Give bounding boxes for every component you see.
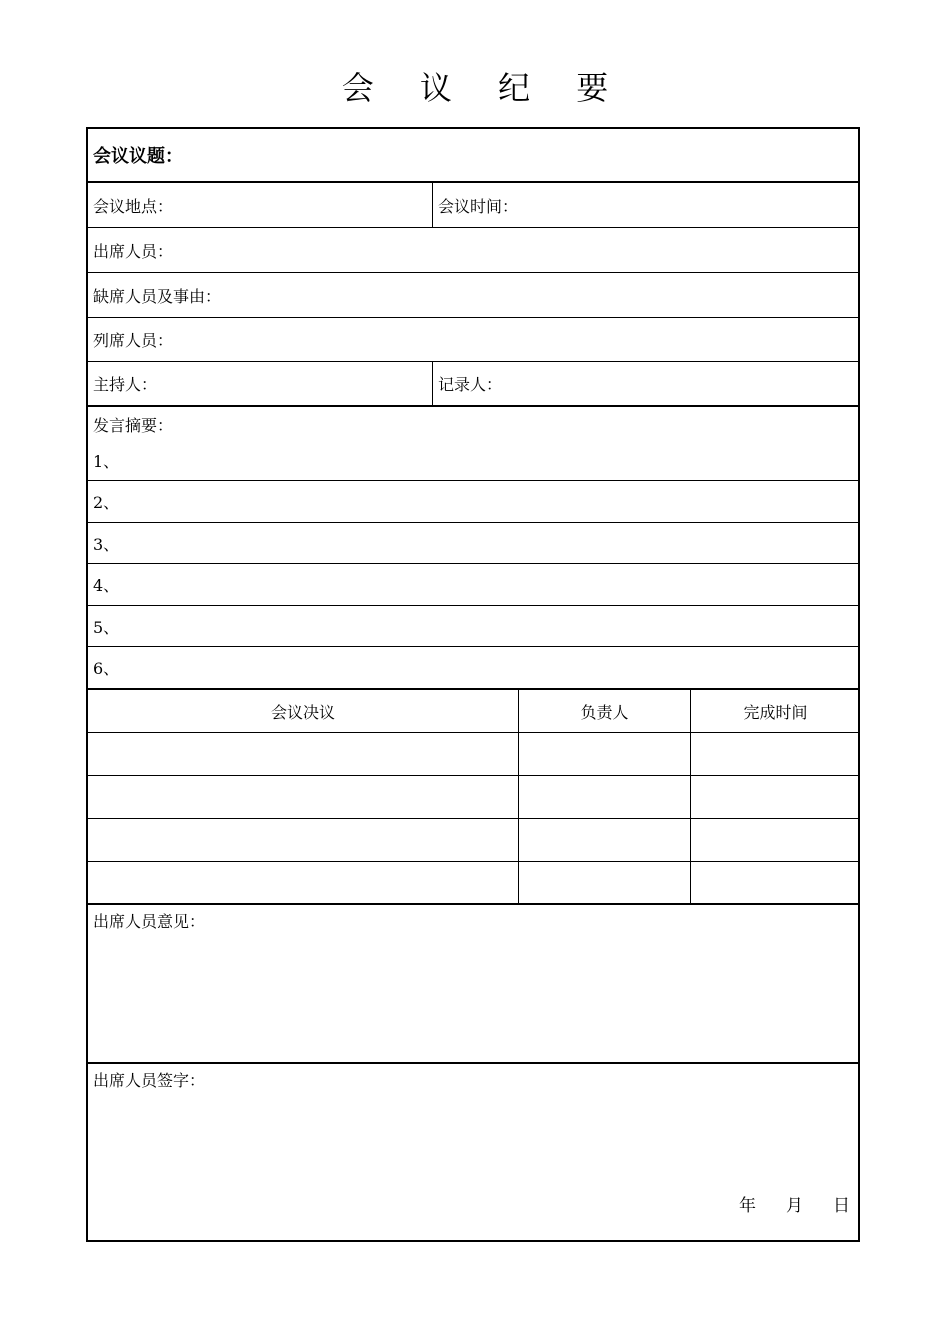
- summary-item-number: 4、: [93, 576, 120, 595]
- summary-item-row: [88, 564, 858, 606]
- date-month: 月: [786, 1196, 803, 1216]
- host-recorder-row: [88, 362, 858, 407]
- absentees-label: 缺席人员及事由：: [93, 286, 222, 306]
- date-day: 日: [833, 1196, 850, 1216]
- summary-item-number: 2、: [93, 493, 120, 512]
- summary-item-number: 6、: [93, 659, 120, 678]
- summary-item[interactable]: [88, 523, 858, 563]
- observers-row: [88, 318, 858, 362]
- owner-header: [518, 690, 690, 732]
- attendees-row: [88, 228, 858, 273]
- deadline-cell[interactable]: [690, 862, 860, 903]
- owner-cell[interactable]: [518, 819, 690, 861]
- summary-item[interactable]: [88, 564, 858, 605]
- resolution-row: [88, 819, 858, 862]
- summary-item-number: 1、: [93, 452, 120, 471]
- resolution-header-label: 会议决议: [270, 702, 335, 722]
- attendees-field[interactable]: [88, 228, 858, 272]
- owner-cell[interactable]: [518, 776, 690, 818]
- observers-field[interactable]: [88, 318, 858, 361]
- deadline-cell[interactable]: [690, 733, 860, 775]
- recorder-field[interactable]: [432, 362, 858, 405]
- resolution-cell[interactable]: [88, 776, 518, 818]
- summary-label-cell: [88, 407, 858, 441]
- signatures-label: 出席人员签字：: [93, 1071, 206, 1090]
- summary-item-row: [88, 481, 858, 523]
- summary-item[interactable]: [88, 647, 858, 688]
- resolution-header: [88, 690, 518, 732]
- resolution-row: [88, 776, 858, 819]
- deadline-cell[interactable]: [690, 776, 860, 818]
- location-field[interactable]: [88, 183, 432, 227]
- owner-cell[interactable]: [518, 862, 690, 903]
- signatures-row: [88, 1064, 858, 1240]
- attendees-label: 出席人员：: [93, 241, 174, 261]
- topic-field[interactable]: [88, 129, 858, 181]
- meeting-minutes-form: [86, 127, 860, 1242]
- summary-item[interactable]: [88, 606, 858, 646]
- summary-item-row: [88, 523, 858, 564]
- location-label: 会议地点：: [93, 196, 174, 216]
- observers-label: 列席人员：: [93, 331, 174, 350]
- location-time-row: [88, 183, 858, 228]
- owner-header-label: 负责人: [580, 702, 629, 722]
- summary-item-row: [88, 647, 858, 690]
- resolution-cell[interactable]: [88, 733, 518, 775]
- deadline-header-label: 完成时间: [743, 702, 808, 722]
- host-field[interactable]: [88, 362, 432, 405]
- resolution-row: [88, 862, 858, 905]
- summary-label: 发言摘要：: [93, 415, 174, 435]
- summary-item[interactable]: [88, 481, 858, 522]
- resolution-cell[interactable]: [88, 819, 518, 861]
- resolution-row: [88, 733, 858, 776]
- absentees-row: [88, 273, 858, 318]
- summary-item-number: 5、: [93, 617, 120, 637]
- opinions-row: [88, 905, 858, 1064]
- date-year: 年: [739, 1196, 756, 1216]
- time-label: 会议时间：: [438, 196, 519, 216]
- summary-item-number: 3、: [93, 534, 120, 554]
- deadline-cell[interactable]: [690, 819, 860, 861]
- owner-cell[interactable]: [518, 733, 690, 775]
- deadline-header: [690, 690, 860, 732]
- time-field[interactable]: [432, 183, 858, 227]
- resolution-cell[interactable]: [88, 862, 518, 903]
- summary-label-row: [88, 407, 858, 441]
- summary-item[interactable]: [88, 441, 858, 480]
- host-label: 主持人：: [93, 375, 158, 394]
- topic-label: 会议议题：: [93, 146, 183, 167]
- topic-row: [88, 129, 858, 183]
- recorder-label: 记录人：: [438, 375, 503, 394]
- opinions-field[interactable]: [88, 905, 858, 1062]
- opinions-label: 出席人员意见：: [93, 912, 206, 931]
- page-title: 会 议 纪 要: [341, 69, 627, 107]
- summary-item-row: [88, 606, 858, 647]
- signature-date: [739, 1191, 850, 1216]
- resolution-header-row: [88, 690, 858, 733]
- absentees-field[interactable]: [88, 273, 858, 317]
- summary-item-row: [88, 441, 858, 481]
